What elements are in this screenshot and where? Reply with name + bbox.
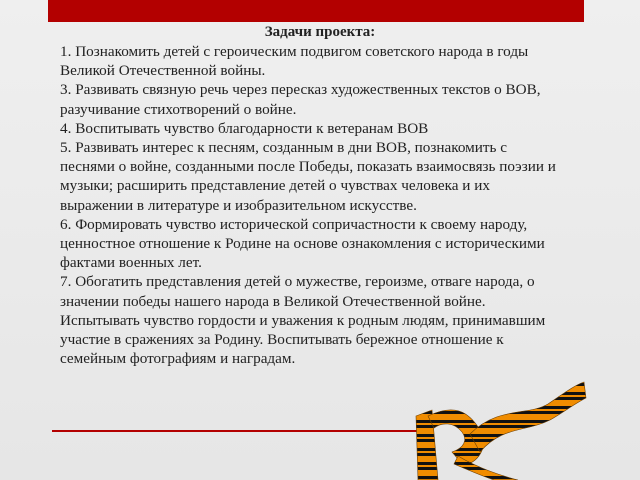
text-line: 6. Формировать чувство исторической сопричастности к своему народу, (60, 215, 528, 233)
slide-title: Задачи проекта: (264, 24, 376, 40)
text-line: выражении в литературе и изобразительном искусстве. (60, 196, 417, 214)
tasks-text (60, 42, 600, 368)
top-accent-bar (48, 0, 584, 22)
text-line: разучивание стихотворений о войне. (60, 100, 297, 118)
text-line: Великой Отечественной войны. (60, 62, 266, 80)
text-line: 1. Познакомить детей с героическим подвигом советского народа в годы (60, 43, 529, 60)
text-line: 7. Обогатить представления детей о мужестве, героизме, отваге народа, о (60, 273, 535, 291)
text-line: 5. Развивать интерес к песням, созданным в дни ВОВ, познакомить с (60, 139, 508, 157)
st-george-ribbon-icon (398, 376, 588, 480)
text-line: Испытывать чувство гордости и уважения к родным людям, принимавшим (60, 311, 546, 329)
text-line: музыки; расширить представление детей о чувствах человека и их (60, 177, 490, 195)
text-line: участие в сражениях за Родину. Воспитывать бережное отношение к (60, 331, 504, 349)
text-line: 4. Воспитывать чувство благодарности к ветеранам ВОВ (60, 119, 429, 137)
text-line: 3. Развивать связную речь через пересказ художественных текстов о ВОВ, (60, 81, 541, 99)
text-line: фактами военных лет. (60, 254, 202, 272)
text-line: значении победы нашего народа в Великой Отечественной войне. (60, 292, 486, 310)
text-line: песнями о войне, созданными после Победы, показать взаимосвязь поэзии и (60, 158, 556, 176)
text-line: семейным фотографиям и наградам. (60, 350, 296, 368)
text-line: ценностное отношение к Родине на основе ознакомления с историческими (60, 235, 545, 253)
bottom-accent-rule (52, 430, 422, 432)
